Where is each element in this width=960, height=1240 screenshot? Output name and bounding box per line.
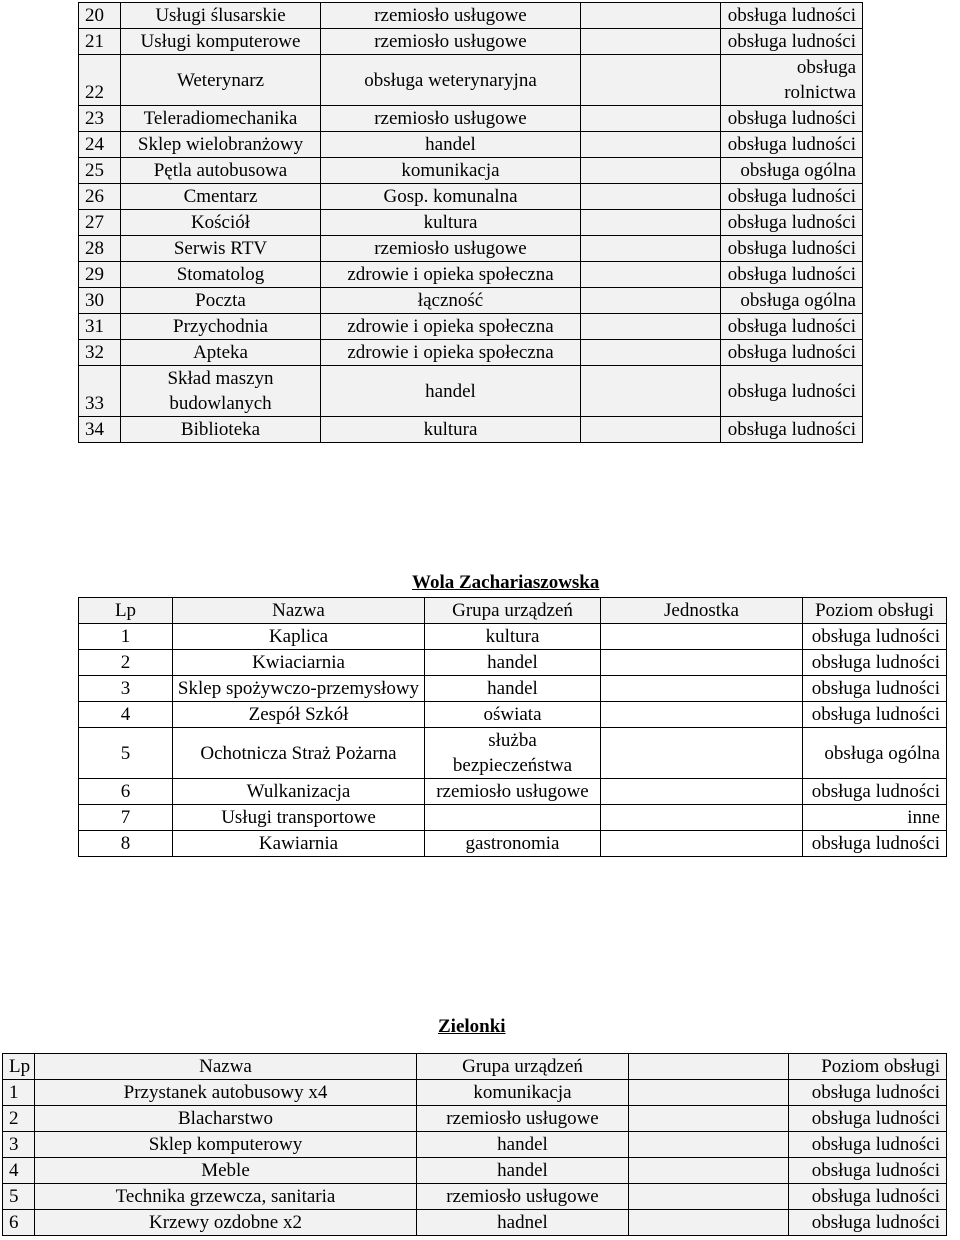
cell-jednostka_blank [581, 158, 721, 184]
cell-poziom: obsługa ludności [721, 106, 863, 132]
table-row [79, 779, 947, 805]
table-row [79, 366, 863, 417]
cell-nazwa: Apteka [121, 340, 321, 366]
cell-jednostka_blank [581, 210, 721, 236]
cell-nazwa: Cmentarz [121, 184, 321, 210]
cell-jednostka_blank [581, 184, 721, 210]
cell-jednostka_blank [581, 132, 721, 158]
cell-lp: 28 [79, 236, 121, 262]
header-lp: Lp [79, 598, 173, 624]
table-row [79, 158, 863, 184]
cell-lp: 2 [79, 650, 173, 676]
table-header-row [3, 1054, 947, 1080]
cell-lp: 32 [79, 340, 121, 366]
cell-lp: 33 [79, 366, 121, 417]
header-lp: Lp [3, 1054, 35, 1080]
table-row [79, 236, 863, 262]
cell-lp: 3 [79, 676, 173, 702]
cell-grupa: kultura [321, 210, 581, 236]
cell-grupa: zdrowie i opieka społeczna [321, 262, 581, 288]
cell-nazwa: Meble [35, 1158, 417, 1184]
cell-lp: 23 [79, 106, 121, 132]
cell-grupa: oświata [425, 702, 601, 728]
table-row [3, 1106, 947, 1132]
cell-grupa [425, 805, 601, 831]
cell-nazwa: Wulkanizacja [173, 779, 425, 805]
cell-grupa: komunikacja [321, 158, 581, 184]
cell-grupa: rzemiosło usługowe [417, 1184, 629, 1210]
cell-nazwa: Pętla autobusowa [121, 158, 321, 184]
cell-nazwa: Sklep komputerowy [35, 1132, 417, 1158]
cell-lp: 31 [79, 314, 121, 340]
cell-lp: 26 [79, 184, 121, 210]
cell-grupa: rzemiosło usługowe [417, 1106, 629, 1132]
cell-grupa: obsługa weterynaryjna [321, 55, 581, 106]
cell-jednostka [629, 1158, 789, 1184]
table-row [79, 624, 947, 650]
cell-poziom: obsługa ludności [721, 210, 863, 236]
cell-nazwa: Serwis RTV [121, 236, 321, 262]
cell-lp: 20 [79, 3, 121, 29]
cell-grupa: kultura [321, 417, 581, 443]
cell-jednostka [601, 676, 803, 702]
cell-nazwa: Kawiarnia [173, 831, 425, 857]
cell-poziom: obsługa ludności [721, 417, 863, 443]
cell-jednostka [601, 728, 803, 779]
cell-poziom: obsługa ludności [721, 184, 863, 210]
cell-nazwa: Zespół Szkół [173, 702, 425, 728]
table-row [79, 106, 863, 132]
cell-nazwa: Przychodnia [121, 314, 321, 340]
cell-poziom: obsługa ludności [789, 1158, 947, 1184]
cell-nazwa: Usługi komputerowe [121, 29, 321, 55]
cell-nazwa: Krzewy ozdobne x2 [35, 1210, 417, 1236]
cell-jednostka_blank [581, 417, 721, 443]
cell-lp: 5 [3, 1184, 35, 1210]
cell-jednostka_blank [581, 236, 721, 262]
cell-poziom: obsługa ludności [721, 366, 863, 417]
cell-poziom: obsługa rolnictwa [721, 55, 863, 106]
cell-jednostka [601, 831, 803, 857]
cell-poziom: obsługa ludności [803, 702, 947, 728]
cell-lp: 25 [79, 158, 121, 184]
table-row [3, 1132, 947, 1158]
cell-grupa: handel [425, 650, 601, 676]
table-row [79, 262, 863, 288]
cell-lp: 8 [79, 831, 173, 857]
cell-poziom: obsługa ludności [721, 262, 863, 288]
cell-lp: 1 [3, 1080, 35, 1106]
cell-grupa: gastronomia [425, 831, 601, 857]
cell-grupa: rzemiosło usługowe [425, 779, 601, 805]
table-row [79, 3, 863, 29]
cell-poziom: obsługa ludności [721, 29, 863, 55]
header-nazwa: Nazwa [35, 1054, 417, 1080]
cell-jednostka_blank [581, 55, 721, 106]
table-row [79, 831, 947, 857]
cell-lp: 4 [79, 702, 173, 728]
cell-poziom: obsługa ogólna [803, 728, 947, 779]
cell-jednostka [629, 1132, 789, 1158]
cell-poziom: obsługa ludności [803, 831, 947, 857]
cell-poziom: obsługa ludności [721, 314, 863, 340]
cell-lp: 24 [79, 132, 121, 158]
cell-grupa: rzemiosło usługowe [321, 106, 581, 132]
cell-grupa: łączność [321, 288, 581, 314]
cell-jednostka [601, 805, 803, 831]
header-grupa: Grupa urządzeń [417, 1054, 629, 1080]
cell-lp: 5 [79, 728, 173, 779]
cell-poziom: obsługa ludności [721, 340, 863, 366]
cell-grupa: służba bezpieczeństwa [425, 728, 601, 779]
services-table-continued [78, 2, 863, 443]
cell-lp: 6 [79, 779, 173, 805]
cell-grupa: handel [321, 132, 581, 158]
table-row [79, 288, 863, 314]
cell-poziom: obsługa ludności [789, 1080, 947, 1106]
cell-nazwa: Technika grzewcza, sanitaria [35, 1184, 417, 1210]
cell-poziom: obsługa ludności [721, 3, 863, 29]
cell-nazwa: Ochotnicza Straż Pożarna [173, 728, 425, 779]
header-empty [629, 1054, 789, 1080]
cell-poziom: obsługa ludności [803, 650, 947, 676]
table-row [3, 1210, 947, 1236]
cell-jednostka_blank [581, 314, 721, 340]
cell-jednostka [629, 1210, 789, 1236]
cell-jednostka_blank [581, 366, 721, 417]
table-row [79, 650, 947, 676]
cell-nazwa: Poczta [121, 288, 321, 314]
cell-lp: 34 [79, 417, 121, 443]
cell-jednostka [629, 1080, 789, 1106]
cell-lp: 21 [79, 29, 121, 55]
cell-lp: 4 [3, 1158, 35, 1184]
cell-poziom: inne [803, 805, 947, 831]
cell-nazwa: Kaplica [173, 624, 425, 650]
header-poziom: Poziom obsługi [789, 1054, 947, 1080]
cell-grupa: rzemiosło usługowe [321, 29, 581, 55]
cell-grupa: zdrowie i opieka społeczna [321, 314, 581, 340]
table-row [79, 676, 947, 702]
cell-jednostka_blank [581, 29, 721, 55]
cell-jednostka [601, 779, 803, 805]
table-row [79, 702, 947, 728]
cell-lp: 6 [3, 1210, 35, 1236]
cell-grupa: hadnel [417, 1210, 629, 1236]
cell-jednostka_blank [581, 262, 721, 288]
cell-poziom: obsługa ludności [721, 132, 863, 158]
cell-poziom: obsługa ludności [789, 1106, 947, 1132]
cell-nazwa: Weterynarz [121, 55, 321, 106]
cell-jednostka [601, 702, 803, 728]
header-grupa: Grupa urządzeń [425, 598, 601, 624]
table-row [79, 29, 863, 55]
cell-nazwa: Skład maszyn budowlanych [121, 366, 321, 417]
cell-jednostka_blank [581, 106, 721, 132]
cell-grupa: zdrowie i opieka społeczna [321, 340, 581, 366]
table-row [3, 1080, 947, 1106]
cell-jednostka_blank [581, 340, 721, 366]
cell-jednostka [601, 624, 803, 650]
cell-poziom: obsługa ludności [803, 779, 947, 805]
table-row [79, 340, 863, 366]
cell-lp: 7 [79, 805, 173, 831]
cell-grupa: handel [321, 366, 581, 417]
cell-poziom: obsługa ludności [789, 1184, 947, 1210]
cell-grupa: komunikacja [417, 1080, 629, 1106]
cell-grupa: handel [425, 676, 601, 702]
table-row [79, 55, 863, 106]
cell-nazwa: Usługi ślusarskie [121, 3, 321, 29]
cell-grupa: handel [417, 1158, 629, 1184]
cell-jednostka_blank [581, 3, 721, 29]
cell-lp: 1 [79, 624, 173, 650]
cell-nazwa: Kwiaciarnia [173, 650, 425, 676]
cell-nazwa: Sklep wielobranżowy [121, 132, 321, 158]
cell-poziom: obsługa ludności [789, 1132, 947, 1158]
cell-nazwa: Przystanek autobusowy x4 [35, 1080, 417, 1106]
header-poziom: Poziom obsługi [803, 598, 947, 624]
cell-nazwa: Usługi transportowe [173, 805, 425, 831]
cell-grupa: rzemiosło usługowe [321, 3, 581, 29]
cell-nazwa: Stomatolog [121, 262, 321, 288]
cell-grupa: Gosp. komunalna [321, 184, 581, 210]
cell-nazwa: Kościół [121, 210, 321, 236]
cell-grupa: kultura [425, 624, 601, 650]
table-row [79, 184, 863, 210]
cell-nazwa: Sklep spożywczo-przemysłowy [173, 676, 425, 702]
services-table-zielonki [2, 1053, 947, 1236]
cell-nazwa: Teleradiomechanika [121, 106, 321, 132]
cell-poziom: obsługa ogólna [721, 158, 863, 184]
header-nazwa: Nazwa [173, 598, 425, 624]
section-title-wola-zachariaszowska: Wola Zachariaszowska [412, 572, 600, 593]
cell-lp: 29 [79, 262, 121, 288]
cell-poziom: obsługa ludności [721, 236, 863, 262]
table-row [79, 805, 947, 831]
cell-jednostka [629, 1106, 789, 1132]
cell-jednostka [629, 1184, 789, 1210]
services-table-wola-zachariaszowska [78, 597, 947, 857]
cell-lp: 22 [79, 55, 121, 106]
cell-lp: 30 [79, 288, 121, 314]
table-row [79, 210, 863, 236]
cell-jednostka_blank [581, 288, 721, 314]
section-title-zielonki: Zielonki [438, 1016, 506, 1037]
cell-lp: 3 [3, 1132, 35, 1158]
table-row [3, 1158, 947, 1184]
header-jednostka: Jednostka [601, 598, 803, 624]
table-row [79, 417, 863, 443]
table-row [79, 314, 863, 340]
cell-nazwa: Blacharstwo [35, 1106, 417, 1132]
cell-grupa: handel [417, 1132, 629, 1158]
cell-nazwa: Biblioteka [121, 417, 321, 443]
cell-poziom: obsługa ludności [803, 676, 947, 702]
cell-grupa: rzemiosło usługowe [321, 236, 581, 262]
table-header-row [79, 598, 947, 624]
table-row [79, 728, 947, 779]
table-row [3, 1184, 947, 1210]
cell-poziom: obsługa ludności [789, 1210, 947, 1236]
cell-jednostka [601, 650, 803, 676]
cell-poziom: obsługa ogólna [721, 288, 863, 314]
cell-lp: 27 [79, 210, 121, 236]
cell-poziom: obsługa ludności [803, 624, 947, 650]
cell-lp: 2 [3, 1106, 35, 1132]
table-row [79, 132, 863, 158]
